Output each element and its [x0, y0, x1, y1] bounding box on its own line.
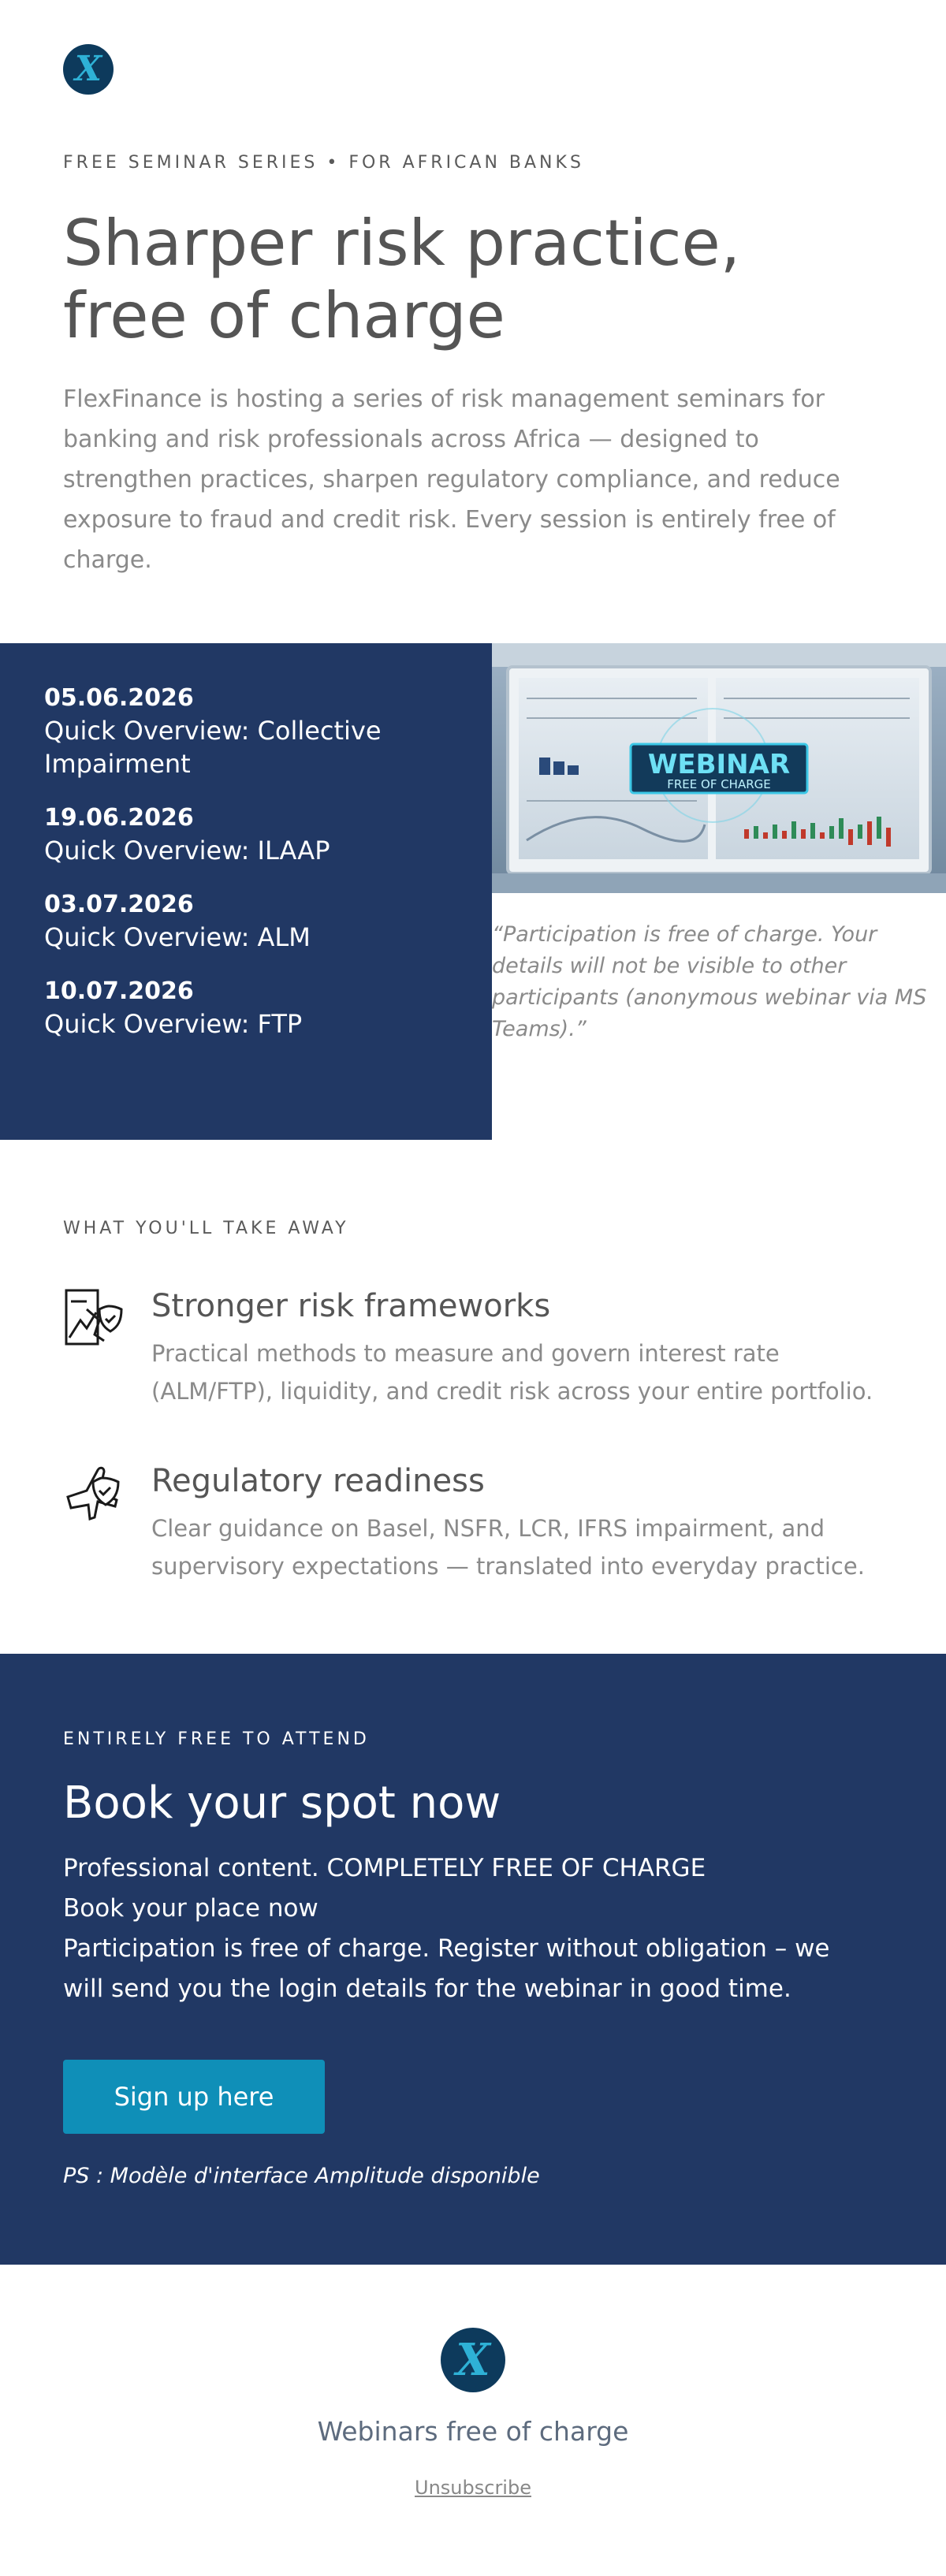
schedule-item: [44, 976, 448, 1040]
footer-tagline: Webinars free of charge: [317, 2416, 629, 2447]
takeaways-eyebrow: WHAT YOU'LL TAKE AWAY: [63, 1219, 349, 1238]
schedule-title: Quick Overview: ILAAP: [44, 836, 330, 865]
risk-document-shield-icon: [63, 1286, 126, 1349]
cta-body: [63, 1848, 867, 2009]
brand-logo-letter: X: [74, 49, 102, 89]
takeaway-title: Stronger risk frameworks: [151, 1288, 551, 1324]
cta-line: Participation is free of charge. Register without obligation – we will send you the login details for the webinar in good time.: [63, 1934, 830, 2003]
hero-section: [0, 0, 946, 580]
footer-logo: [441, 2328, 505, 2392]
schedule-date: 03.07.2026: [44, 891, 194, 918]
webinar-headline: WEBINAR: [647, 749, 791, 780]
schedule-title: Quick Overview: ALM: [44, 922, 311, 952]
schedule-item: [44, 889, 448, 954]
hero-title: Sharper risk practice, free of charge: [63, 207, 741, 352]
footer: [0, 2265, 946, 2576]
cta-line: Professional content. COMPLETELY FREE OF CHARGE: [63, 1854, 706, 1882]
schedule-date: 05.06.2026: [44, 684, 194, 712]
takeaway-title: Regulatory readiness: [151, 1463, 485, 1499]
cta-section: [0, 1654, 946, 2265]
participation-quote: “Participation is free of charge. Your details will not be visible to other participants (anonymous webinar via MS Teams).”: [492, 922, 927, 1041]
schedule-list: [0, 643, 492, 1140]
schedule-date: 19.06.2026: [44, 804, 194, 832]
schedule-date: 10.07.2026: [44, 977, 194, 1005]
hero-description: FlexFinance is hosting a series of risk management seminars for banking and risk professionals across Africa — designed to strengthen practices, sharpen regulatory compliance, and reduce exposure to fraud and credit risk. Every session is entirely free of charge.: [63, 385, 840, 574]
takeaway-text: Practical methods to measure and govern interest rate (ALM/FTP), liquidity, and credit risk across your entire portfolio.: [151, 1340, 873, 1405]
takeaway-body: [151, 1286, 900, 1410]
schedule-title: Quick Overview: Collective Impairment: [44, 716, 382, 779]
takeaway-text: Clear guidance on Basel, NSFR, LCR, IFRS impairment, and supervisory expectations — translated into everyday practice.: [151, 1515, 865, 1580]
takeaways-section: [63, 1219, 899, 1585]
schedule-item: [44, 802, 448, 867]
schedule-item: [44, 683, 448, 780]
schedule-title: Quick Overview: FTP: [44, 1009, 303, 1039]
cta-eyebrow: ENTIRELY FREE TO ATTEND: [63, 1729, 370, 1749]
takeaway-item: [63, 1286, 899, 1410]
hero-eyebrow: FREE SEMINAR SERIES • FOR AFRICAN BANKS: [63, 153, 584, 173]
cta-line: Book your place now: [63, 1894, 318, 1923]
airplane-shield-icon: [63, 1461, 126, 1524]
takeaway-body: [151, 1461, 900, 1585]
webinar-subline: FREE OF CHARGE: [667, 777, 771, 791]
unsubscribe-link[interactable]: Unsubscribe: [415, 2477, 531, 2499]
brand-logo: [63, 44, 114, 95]
footer-logo-letter: X: [456, 2334, 490, 2386]
takeaway-item: [63, 1461, 899, 1585]
webinar-banner-image: [492, 643, 946, 893]
webinar-banner-illustration: [492, 643, 946, 893]
postscript: PS : Modèle d'interface Amplitude disponible: [63, 2164, 540, 2188]
schedule-band: [0, 643, 946, 1140]
sign-up-button[interactable]: Sign up here: [63, 2060, 325, 2134]
cta-title: Book your spot now: [63, 1778, 501, 1829]
